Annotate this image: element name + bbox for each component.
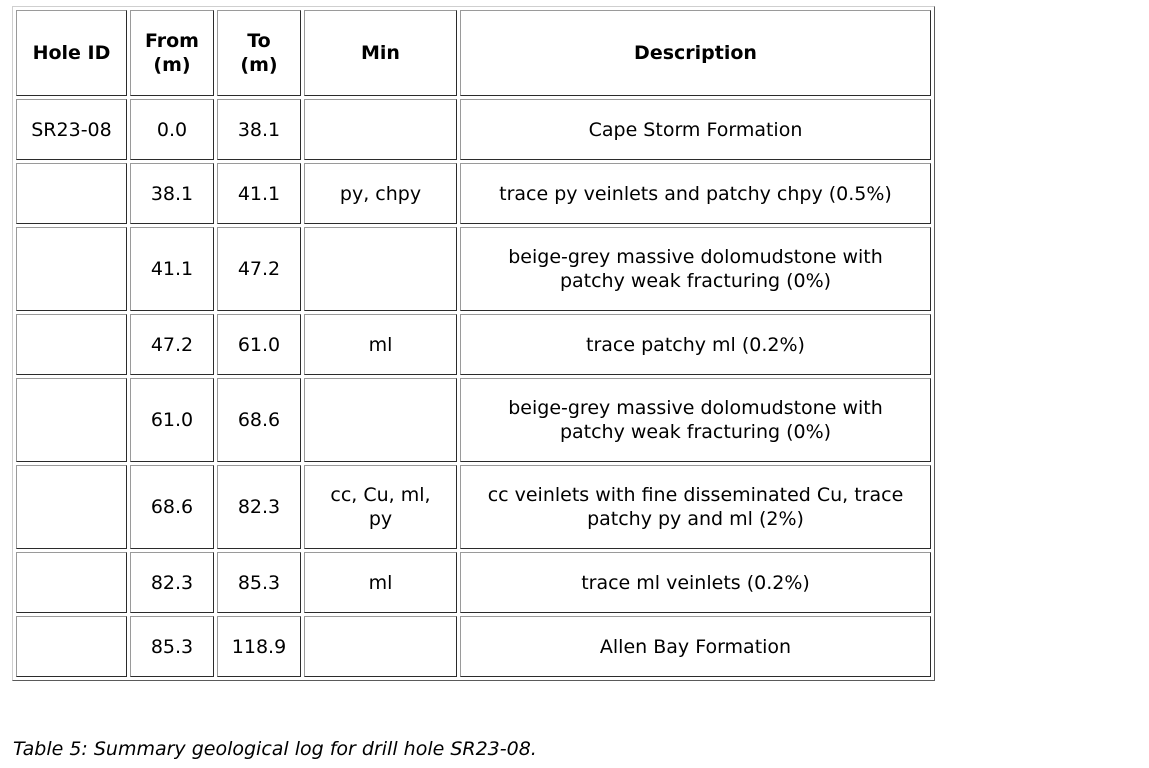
table-row [16,163,931,224]
cell-description: Cape Storm Formation [460,99,931,160]
geological-log-table [12,6,935,681]
cell-from: 85.3 [130,616,214,677]
header-row [16,10,931,96]
cell-min [304,465,457,549]
cell-min [304,227,457,311]
cell-to: 68.6 [217,378,301,462]
cell-min [304,378,457,462]
cell-to: 38.1 [217,99,301,160]
cell-from: 38.1 [130,163,214,224]
cell-min [304,616,457,677]
cell-min: py, chpy [304,163,457,224]
table-caption: Table 5: Summary geological log for drill hole SR23-08. [13,738,537,760]
cell-description: trace ml veinlets (0.2%) [460,552,931,613]
cell-hole-id [16,378,127,462]
cell-to: 85.3 [217,552,301,613]
table-row [16,99,931,160]
cell-min-text: cc, Cu, ml, py [330,484,431,530]
header-from [130,10,214,96]
cell-hole-id: SR23-08 [16,99,127,160]
cell-from: 41.1 [130,227,214,311]
cell-description-text: cc veinlets with fine disseminated Cu, trace patchy py and ml (2%) [487,484,904,530]
cell-description [460,227,931,311]
header-from-label: From (m) [145,30,199,76]
cell-from: 68.6 [130,465,214,549]
cell-to: 61.0 [217,314,301,375]
cell-hole-id [16,552,127,613]
cell-min: ml [304,314,457,375]
cell-to: 82.3 [217,465,301,549]
cell-hole-id [16,465,127,549]
cell-description: Allen Bay Formation [460,616,931,677]
cell-to: 47.2 [217,227,301,311]
cell-from: 82.3 [130,552,214,613]
table-row [16,552,931,613]
header-to-label: To (m) [240,30,278,76]
cell-description: trace patchy ml (0.2%) [460,314,931,375]
table-row [16,616,931,677]
cell-hole-id [16,616,127,677]
cell-hole-id [16,163,127,224]
cell-description [460,378,931,462]
header-to [217,10,301,96]
cell-from: 0.0 [130,99,214,160]
cell-from: 47.2 [130,314,214,375]
table-row [16,465,931,549]
cell-from: 61.0 [130,378,214,462]
cell-description [460,465,931,549]
cell-to: 41.1 [217,163,301,224]
cell-min: ml [304,552,457,613]
header-description: Description [460,10,931,96]
cell-description: trace py veinlets and patchy chpy (0.5%) [460,163,931,224]
table-row [16,227,931,311]
cell-hole-id [16,314,127,375]
cell-description-text: beige-grey massive dolomudstone with patchy weak fracturing (0%) [508,246,883,292]
header-min: Min [304,10,457,96]
table-row [16,314,931,375]
cell-min [304,99,457,160]
header-hole-id: Hole ID [16,10,127,96]
cell-to: 118.9 [217,616,301,677]
cell-description-text: beige-grey massive dolomudstone with patchy weak fracturing (0%) [508,397,883,443]
cell-hole-id [16,227,127,311]
table-row [16,378,931,462]
